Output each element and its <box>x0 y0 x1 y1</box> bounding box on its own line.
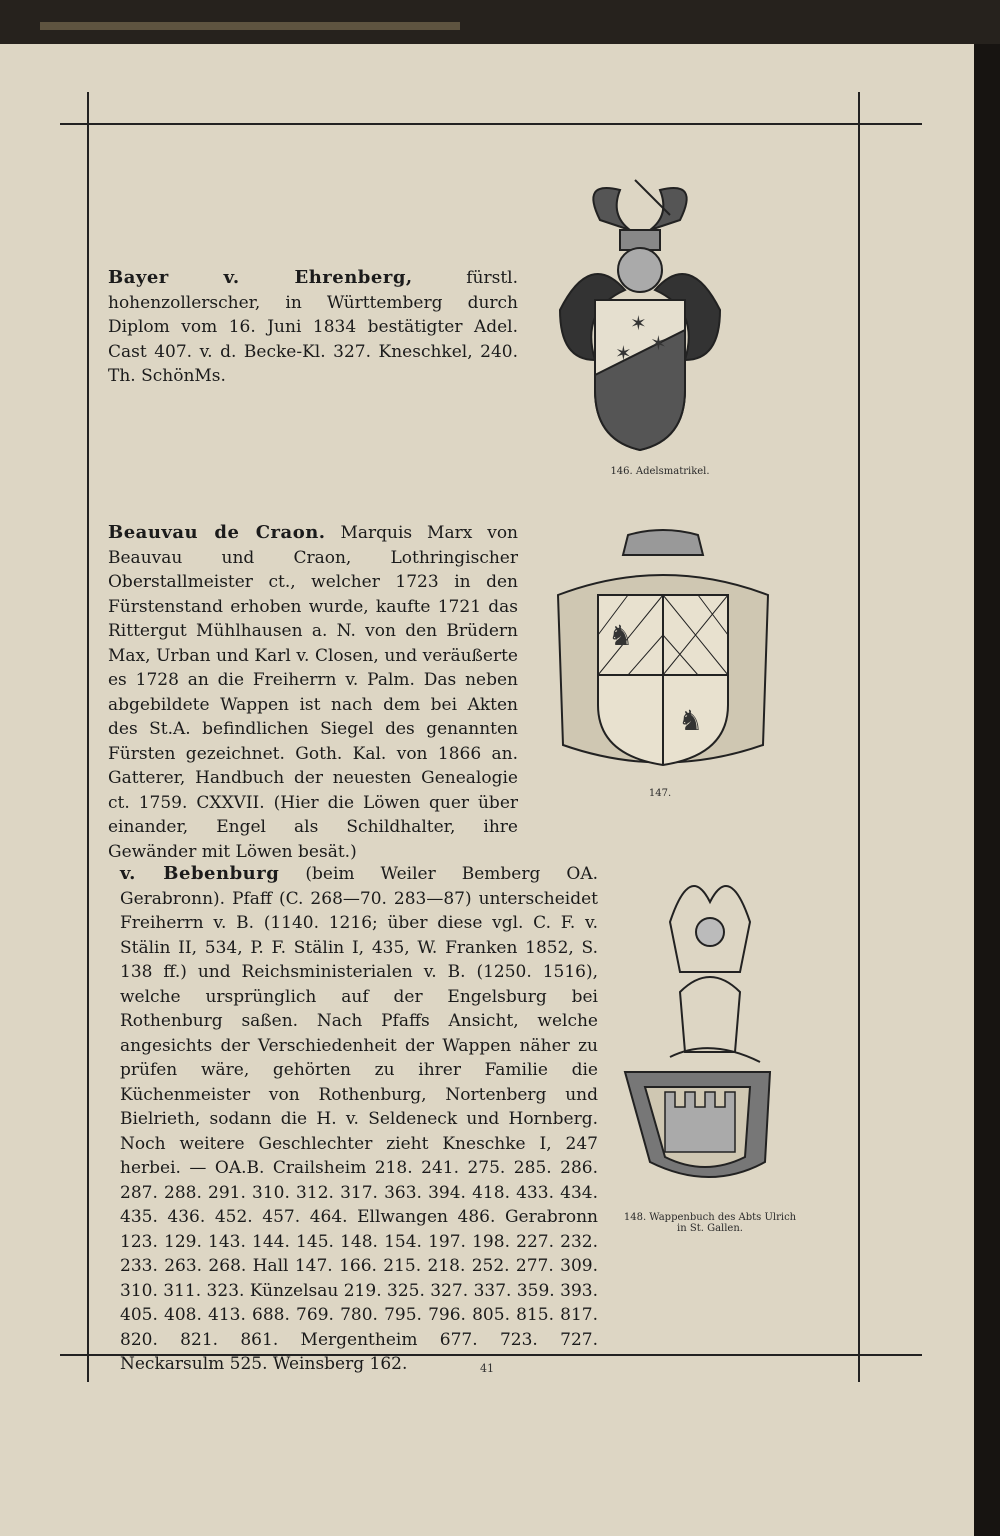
headword: v. Bebenburg <box>120 863 280 884</box>
caption-148 <box>600 1212 820 1234</box>
entry-bayer <box>108 266 518 389</box>
page-number: 41 <box>480 1362 494 1375</box>
book-spine-edge <box>974 44 1000 1536</box>
svg-text:✶: ✶ <box>615 341 632 365</box>
svg-text:♞: ♞ <box>608 619 634 652</box>
frame-top-rule <box>60 123 922 125</box>
svg-text:♞: ♞ <box>678 704 704 737</box>
headword: Bayer v. Ehrenberg, <box>108 267 413 288</box>
book-cover-edge <box>0 0 1000 44</box>
frame-right-rule <box>858 92 860 1382</box>
caption-146: 146. Adelsmatrikel. <box>610 466 710 477</box>
headword: Beauvau de Craon. <box>108 522 326 543</box>
frame-left-rule <box>87 92 89 1382</box>
svg-text:✶: ✶ <box>630 311 647 335</box>
entry-text: (beim Weiler Bemberg OA. Gerabronn). Pfaff (C. 268—70. 283—87) unterscheidet Freiherrn v. B. (1140. 1216; über diese vgl. C. F. v. Stälin II, 534, P. F. Stälin I, 435, W. Franken 1852, S. 138 ff.) und Reichsministerialen v. B. (1250. 1516), welche ursprünglich auf der Engelsburg bei Rothenburg saßen. Nach Pfaffs Ansicht, welche angesichts der Verschiedenheit der Wappen näher zu prüfen wäre, gehörten zu ihrer Familie die Küchenmeister von Rothenburg, Nortenberg und Bielrieth, sodann die H. v. Seldeneck und Hornberg. Noch weitere Geschlechter zieht Kneschke I, 247 herbei. — OA.B. Crailsheim 218. 241. 275. 285. 286. 287. 288. 291. 310. 312. 317. 363. 394. 418. 433. 434. 435. 436. 452. 457. 464. Ellwangen 486. Gerabronn 123. 129. 143. 144. 145. 148. 154. 197. 198. 227. 232. 233. 263. 268. Hall 147. 166. 215. 218. 252. 277. 309. 310. 311. 323. Künzelsau 219. 325. 327. 337. 359. 393. 405. 408. 413. 688. 769. 780. 795. 796. 805. 815. 817. 820. 821. 861. Mergentheim 677. 723. 727. Neckarsulm 525. Weinsberg 162. <box>120 864 599 1374</box>
entry-beauvau <box>108 521 518 864</box>
caption-148-line2: in St. Gallen. <box>677 1223 743 1234</box>
entry-text: fürstl. hohenzollerscher, in Württemberg durch Diplom vom 16. Juni 1834 bestätigter Adel. Cast 407. v. d. Becke-Kl. 327. Kneschkel, 240. Th. SchönMs. <box>108 268 518 386</box>
caption-148-line1: 148. Wappenbuch des Abts Ulrich <box>623 1212 797 1223</box>
svg-text:✶: ✶ <box>650 331 667 355</box>
coat-of-arms-146 <box>540 160 740 460</box>
caption-147: 147. <box>648 788 672 799</box>
coat-of-arms-147 <box>538 525 788 785</box>
entry-text: Marquis Marx von Beauvau und Craon, Lothringischer Oberstallmeister ct., welcher 1723 in den Fürstenstand erhoben wurde, kaufte 1721 das Rittergut Mühlhausen a. N. von den Brüdern Max, Urban und Karl v. Closen, und veräußerte es 1728 an die Freiherrn v. Palm. Das neben abgebildete Wappen ist nach dem bei Akten des St.A. befindlichen Siegel des genannten Fürsten gezeichnet. Goth. Kal. von 1866 an. Gatterer, Handbuch der neuesten Genealogie ct. 1759. CXXVII. (Hier die Löwen quer über einander, Engel als Schildhalter, ihre Gewänder mit Löwen besät.) <box>108 523 519 862</box>
entry-bebenburg <box>120 862 598 1377</box>
coat-of-arms-148 <box>610 862 810 1202</box>
